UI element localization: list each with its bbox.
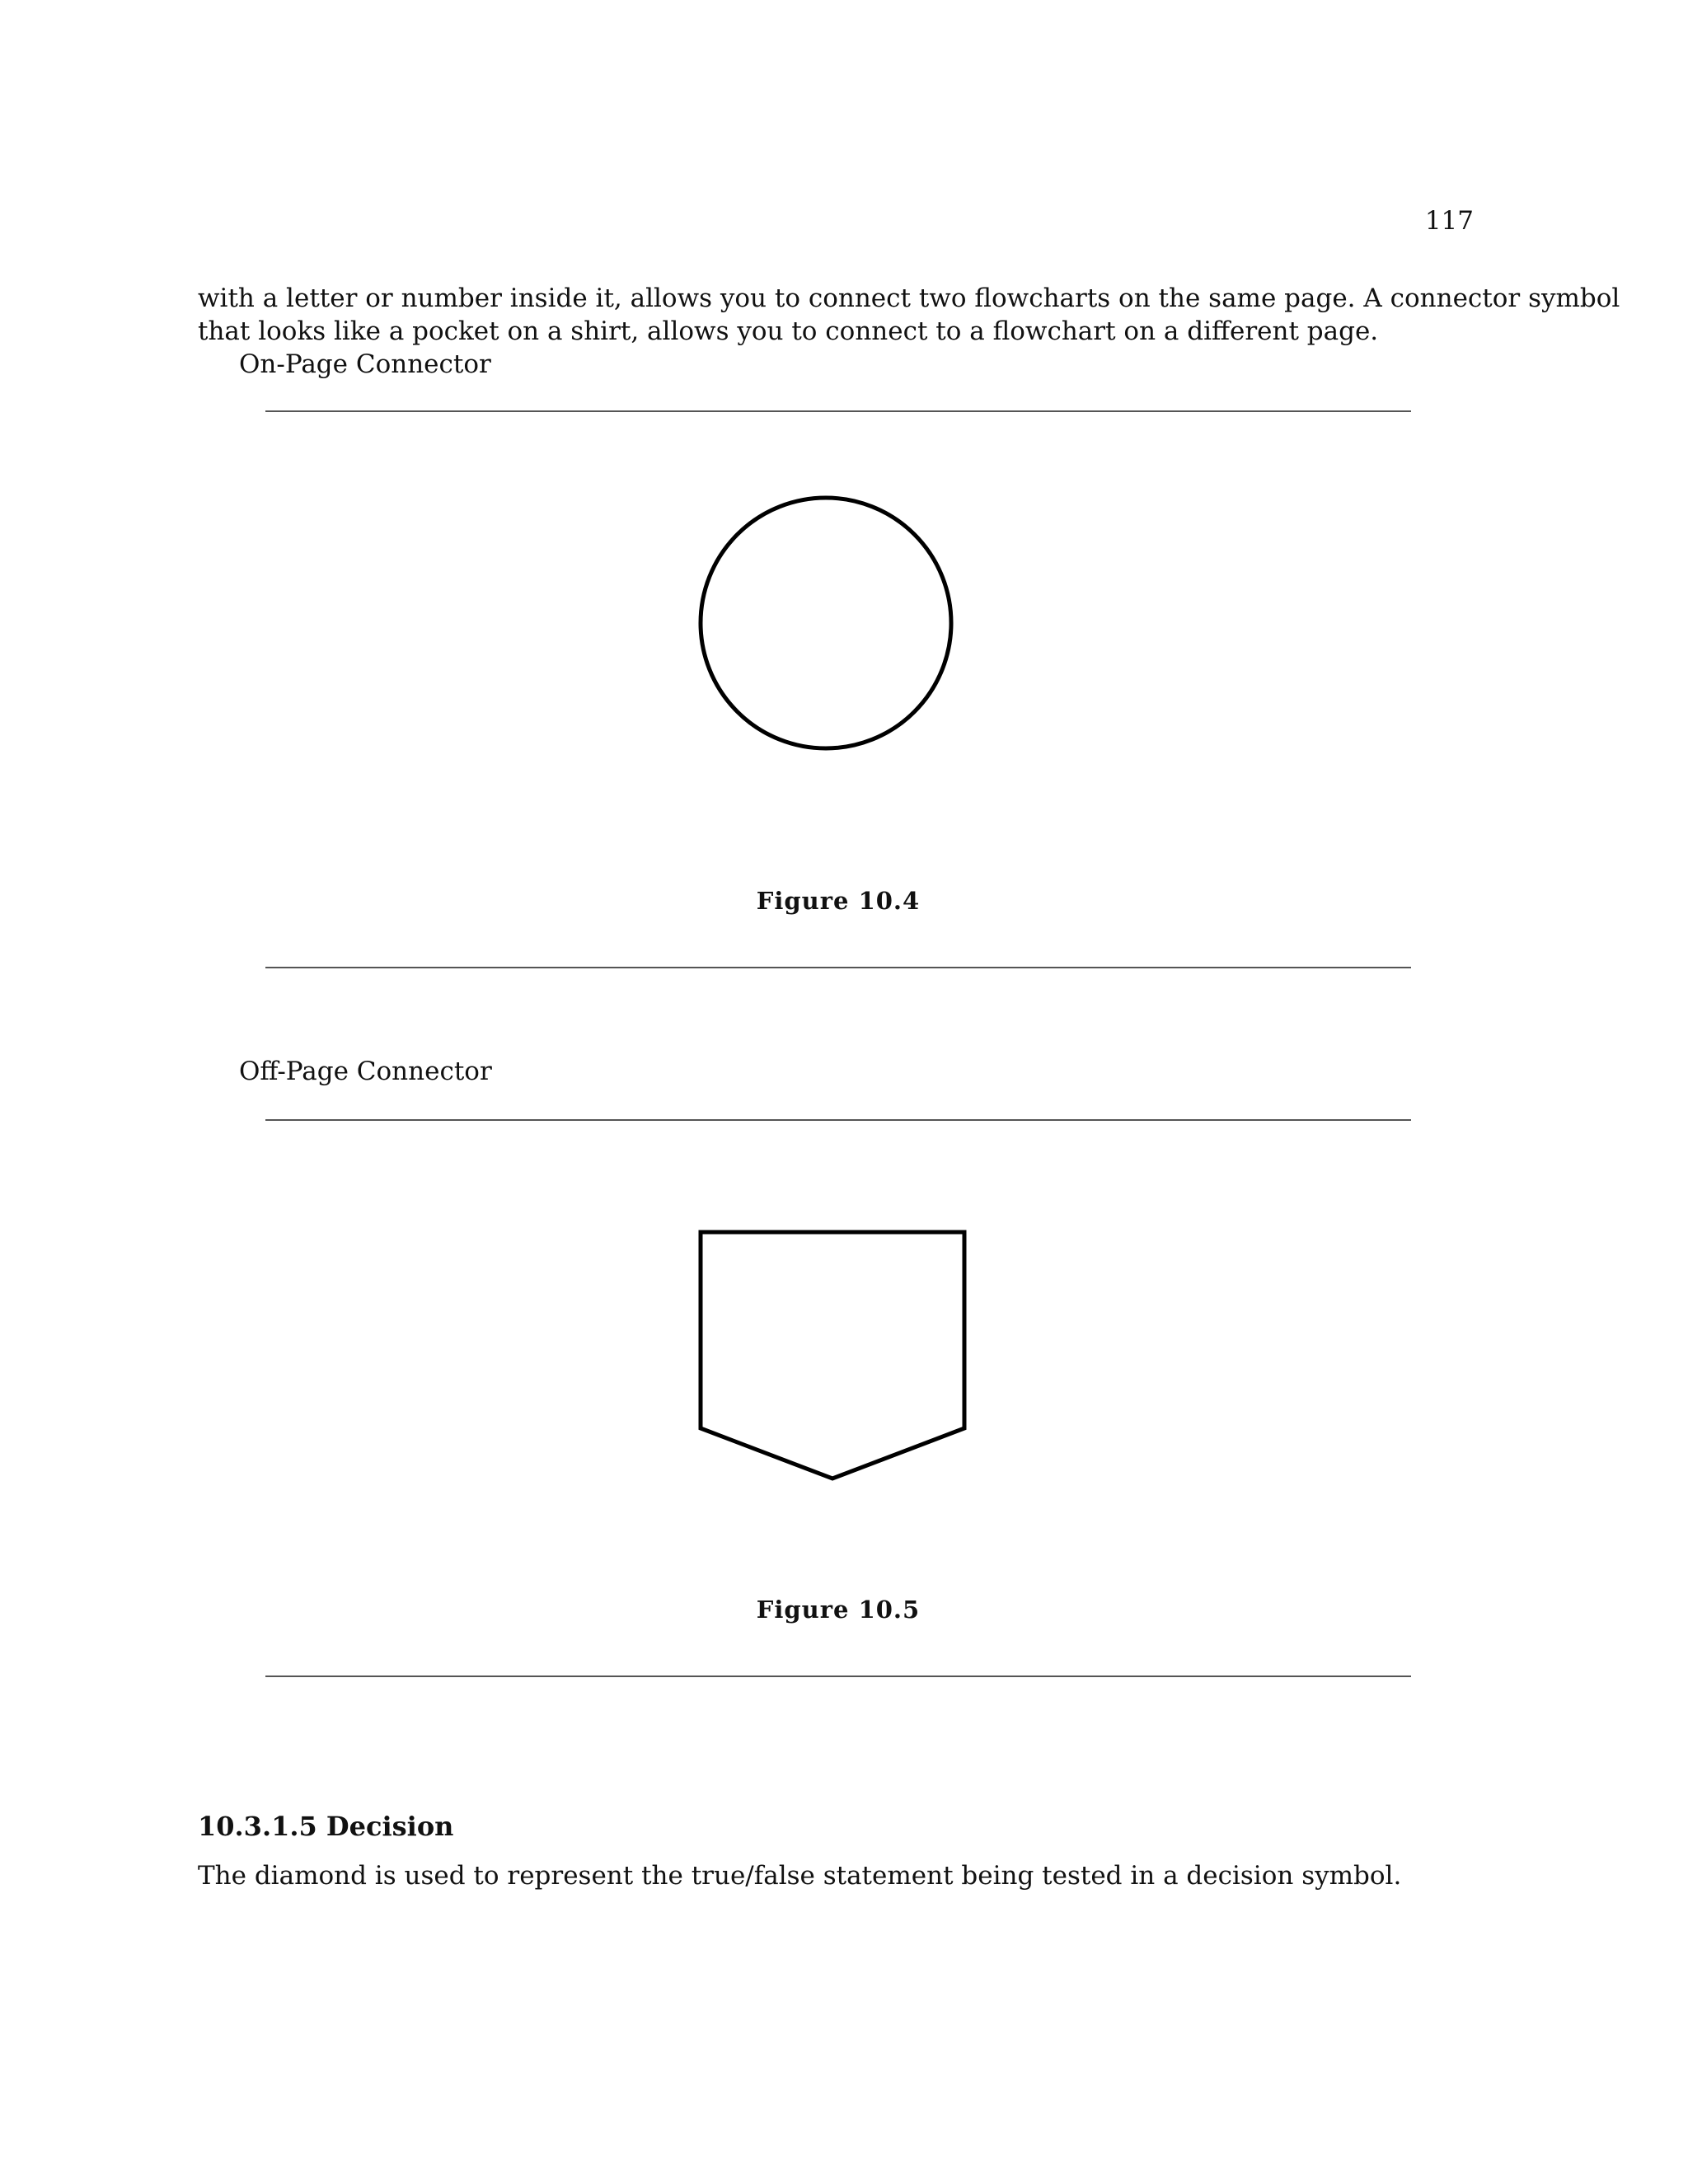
off-page-connector-pocket-symbol: [701, 1232, 964, 1479]
page-number: 117: [1424, 206, 1474, 236]
figure-10-4-diagram: [265, 462, 1411, 775]
section-paragraph: The diamond is used to represent the true/false statement being tested in a decision symbol.: [198, 1861, 1402, 1891]
figure-10-4-top-rule: [265, 410, 1411, 412]
off-page-connector-label: Off-Page Connector: [239, 1057, 492, 1086]
figure-10-5-diagram: [265, 1220, 1411, 1500]
section-heading: 10.3.1.5 Decision: [198, 1811, 454, 1842]
figure-10-4-caption: Figure 10.4: [756, 887, 921, 915]
figure-10-5-caption: Figure 10.5: [756, 1596, 921, 1624]
intro-line-1: with a letter or number inside it, allows you to connect two flowcharts on the same page. A connector symbol: [198, 284, 1620, 313]
figure-10-5-bottom-rule: [265, 1675, 1411, 1677]
figure-10-4-bottom-rule: [265, 967, 1411, 968]
on-page-connector-label: On-Page Connector: [239, 349, 491, 379]
figure-10-5-top-rule: [265, 1119, 1411, 1121]
intro-line-2: that looks like a pocket on a shirt, allows you to connect to a flowchart on a different page.: [198, 316, 1379, 346]
on-page-connector-circle-symbol: [701, 498, 951, 748]
